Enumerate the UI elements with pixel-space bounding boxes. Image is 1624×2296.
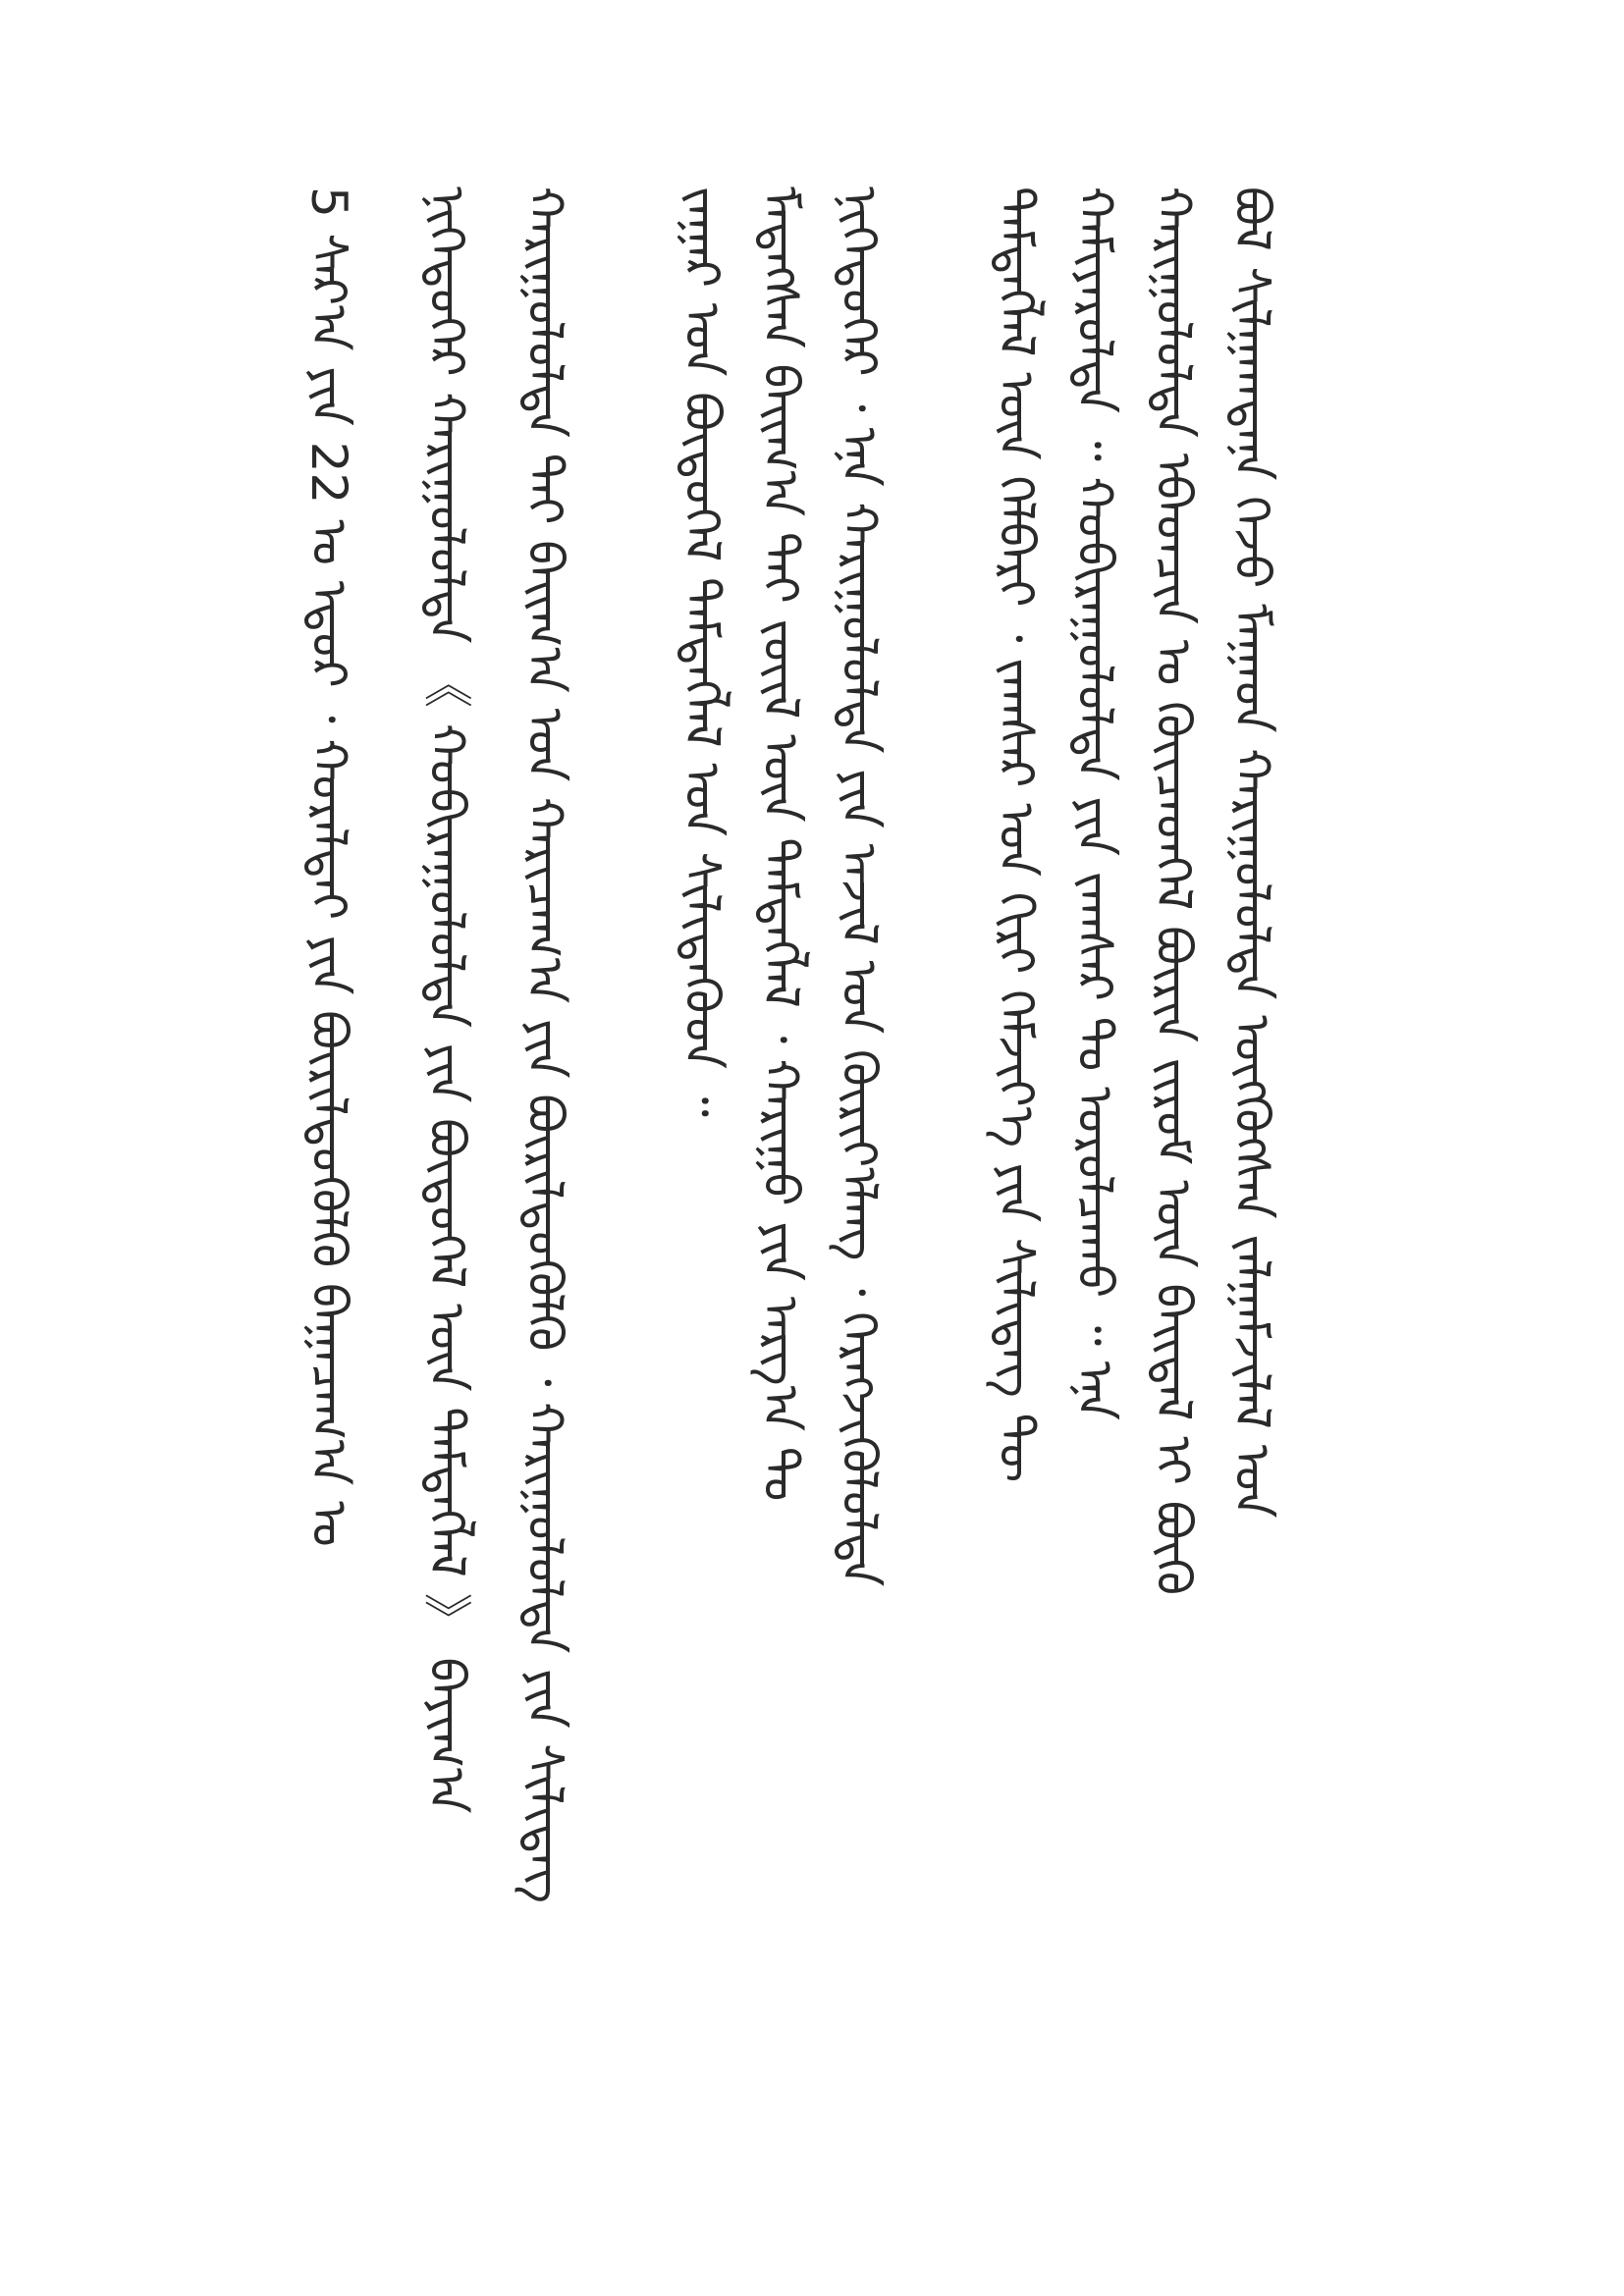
text-column-6: ᠮᠡᠳᠡᠭᠰᠡᠨ ᠪᠠᠢᠭ᠎ᠠ ᠲᠠᠢ ᠵᠦᠢᠯ ᠦᠨ ᠲᠡᠮᠳᠡᠭᠯᠡᠯ ᠂ ᠬᠠᠷᠢᠭᠤ ᠶᠢᠨ ᠠᠷᠭ᠎ᠠ ᠲᠤ <box>752 187 809 1502</box>
text-column-8: ᠬᠠᠷᠢᠭᠤᠯᠤᠯᠲᠠ ᠲᠠᠢ ᠪᠠᠢᠭ᠎ᠠ ᠤᠨ ᠬᠠᠷᠢᠴᠠᠭ᠎ᠠ ᠶᠢᠨ ᠪᠦᠷᠢᠯᠳᠦᠭᠦᠯᠬᠦ ᠂ ᠬᠠᠷᠢᠭᠤᠯᠤᠯᠲᠠ ᠶᠢᠨ ᠰᠢᠯᠢᠳᠡᠭ <box>516 187 573 1904</box>
text-column-10: 5 ᠰᠠᠷ᠎ᠠ ᠶᠢᠨ 22 ᠤ ᠡᠳᠦᠷ ᠂ ᠬᠤᠷᠠᠯᠳᠠᠢ ᠶᠢᠨ ᠪᠦᠷᠢᠯᠳᠦᠭᠦᠯᠬᠦ ᠪᠠᠭᠠᠴᠠᠭ᠎ᠠ ᠤ <box>300 187 357 1547</box>
text-column-2: ᠬᠠᠷᠢᠭᠤᠯᠤᠯᠲᠠ ᠡᠪᠡᠳᠴᠢᠨ ᠤ ᠭᠦᠢᠴᠡᠳᠬᠡᠯ ᠪᠦᠷᠢᠨ ᠵᠢᠷᠤᠮ ᠦᠨ ᠪᠠᠢᠳᠠᠯ ᠢ ᠪᠦᠬᠦ <box>1145 187 1202 1596</box>
text-column-7: ᠵᠠᠭᠠᠷ ᠤᠨ ᠪᠦᠲᠦᠭᠡᠯ ᠲᠡᠮᠳᠡᠭᠯᠡᠯ ᠤᠨ ᠰᠢᠯᠢᠳᠡᠭᠦᠳ ᠃ <box>674 187 731 1117</box>
text-column-5: ᠨᠢᠭᠡᠳᠦᠭᠡᠷ ᠂ ᠡᠨᠡ ᠬᠠᠷᠢᠭᠤᠯᠤᠯᠲᠠ ᠶᠢᠨ ᠠᠵᠢᠯ ᠤᠨ ᠬᠦᠷᠢᠶ᠎ᠡᠯᠡᠩ ᠂ ᠬᠡᠷᠡᠭᠵᠢᠭᠦᠯᠦᠯᠲᠡ <box>831 187 888 1587</box>
text-column-9: ᠨᠢᠭᠡᠳᠦᠭᠡᠷ ᠬᠠᠷᠢᠭᠤᠯᠤᠯᠲᠠ 《 ᠬᠤᠪᠢᠷᠠᠭᠤᠯᠤᠯᠲᠠ ᠶᠢᠨ ᠪᠦᠲᠦᠭᠡᠯ ᠦᠨ ᠲᠡᠮᠳᠡᠭᠯᠡᠯ 》 ᠪᠠᠶᠢᠭ᠎ᠠ <box>418 187 475 1814</box>
text-column-3: ᠬᠠᠮᠢᠶᠠᠷᠤᠯᠳᠠ ᠃ ᠬᠤᠪᠢᠷᠠᠭᠤᠯᠤᠯᠲᠠ ᠶᠢᠨ ᠵᠠᠭᠰᠠᠷ ᠲᠤ ᠣᠷᠤᠯᠴᠠᠬᠤ ᠃ ᠡᠨᠡ <box>1066 187 1123 1420</box>
text-column-1: ᠪᠣᠯ ᠰᠢᠯᠭᠠᠭᠳᠠᠨᠠ ᠭᠡᠵᠦ ᠮᠠᠭᠠᠳ ᠬᠠᠷᠢᠭᠤᠯᠤᠯᠲᠠ ᠥᠭᠭᠦᠭᠰᠡᠨ ᠵᠠᠯᠭᠠᠮᠵᠢᠯᠠᠯ ᠤᠨ <box>1223 187 1280 1519</box>
text-column-4: ᠲᠡᠮᠳᠡᠭᠯᠡᠯ ᠦᠨ ᠬᠡᠯᠪᠡᠷᠢ ᠂ ᠵᠠᠭᠰᠠᠷ ᠤᠨ ᠬᠢᠷᠢ ᠬᠡᠮᠵᠢᠶ᠎ᠡ ᠶᠢᠨ ᠰᠢᠯᠢᠳᠡᠭ ᠲᠦ <box>988 187 1045 1483</box>
